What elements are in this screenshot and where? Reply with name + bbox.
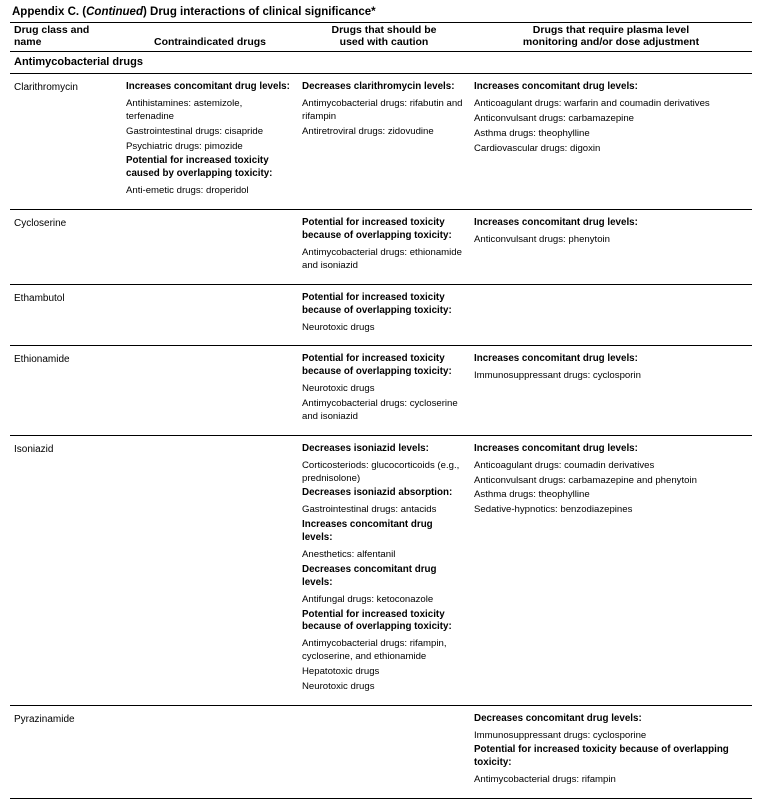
entry-text: Antimycobacterial drugs: ethionamide and isoniazid xyxy=(302,247,464,273)
table-row xyxy=(10,346,752,435)
column-header-contraindicated: Contraindicated drugs xyxy=(122,23,298,52)
cell-monitoring-drugs xyxy=(470,210,752,285)
entry-heading: Decreases isoniazid absorption: xyxy=(302,487,464,500)
title-italic: Continued xyxy=(86,6,143,18)
entry-heading: Potential for increased toxicity because of overlapping toxicity: xyxy=(302,292,464,318)
table-row xyxy=(10,210,752,285)
column-header-monitoring xyxy=(470,23,752,52)
entry-text: Psychiatric drugs: pimozide xyxy=(126,141,292,154)
cell-drug-name xyxy=(10,210,122,285)
entry-heading: Potential for increased toxicity because of overlapping toxicity: xyxy=(474,744,746,770)
entry-text: Antimycobacterial drugs: rifampin, cycloserine, and ethionamide xyxy=(302,638,464,664)
section-header-row xyxy=(10,52,752,74)
drug-name-label: Isoniazid xyxy=(14,443,116,457)
entry-heading: Decreases isoniazid levels: xyxy=(302,443,464,456)
cell-contraindicated-drugs xyxy=(122,210,298,285)
entry-text: Cardiovascular drugs: digoxin xyxy=(474,143,746,156)
drug-name-label: Clarithromycin xyxy=(14,81,116,95)
column-header-monitoring-line2: monitoring and/or dose adjustment xyxy=(474,36,748,48)
entry-heading: Potential for increased toxicity because of overlapping toxicity: xyxy=(302,609,464,635)
table-row xyxy=(10,284,752,346)
title-suffix: ) Drug interactions of clinical significance* xyxy=(143,6,376,18)
table-row xyxy=(10,435,752,705)
entry-heading: Potential for increased toxicity because of overlapping toxicity: xyxy=(302,217,464,243)
cell-contraindicated-drugs xyxy=(122,74,298,210)
cell-contraindicated-drugs xyxy=(122,705,298,798)
entry-heading: Increases concomitant drug levels: xyxy=(474,353,746,366)
entry-heading: Increases concomitant drug levels: xyxy=(474,443,746,456)
entry-text: Corticosteriods: glucocorticoids (e.g., prednisolone) xyxy=(302,460,464,486)
cell-caution-drugs xyxy=(298,210,470,285)
table-row xyxy=(10,705,752,798)
entry-text: Antihistamines: astemizole, terfenadine xyxy=(126,98,292,124)
page-title xyxy=(0,0,762,22)
entry-heading: Increases concomitant drug levels: xyxy=(126,81,292,94)
entry-heading: Decreases concomitant drug levels: xyxy=(302,564,464,590)
drug-name-label: Cycloserine xyxy=(14,217,116,231)
drug-interactions-table xyxy=(10,22,752,801)
cell-monitoring-drugs xyxy=(470,705,752,798)
cell-drug-name xyxy=(10,284,122,346)
entry-text: Antimycobacterial drugs: rifabutin and rifampin xyxy=(302,98,464,124)
entry-heading: Increases concomitant drug levels: xyxy=(474,81,746,94)
column-header-monitoring-line1: Drugs that require plasma level xyxy=(474,24,748,36)
cell-contraindicated-drugs xyxy=(122,284,298,346)
cell-drug-name xyxy=(10,705,122,798)
drug-name-label: Ethionamide xyxy=(14,353,116,367)
entry-text: Antimycobacterial drugs: rifampin xyxy=(474,774,746,787)
column-header-caution-line1: Drugs that should be xyxy=(302,24,466,36)
cell-monitoring-drugs xyxy=(470,435,752,705)
title-prefix: Appendix C. ( xyxy=(12,6,86,18)
cell-drug-name xyxy=(10,435,122,705)
entry-text: Anticonvulsant drugs: phenytoin xyxy=(474,234,746,247)
entry-text: Gastrointestinal drugs: cisapride xyxy=(126,126,292,139)
entry-text: Anesthetics: alfentanil xyxy=(302,549,464,562)
entry-heading: Increases concomitant drug levels: xyxy=(302,519,464,545)
cell-caution-drugs xyxy=(298,705,470,798)
entry-text: Anticonvulsant drugs: carbamazepine xyxy=(474,113,746,126)
column-header-caution xyxy=(298,23,470,52)
entry-text: Anticoagulant drugs: warfarin and coumadin derivatives xyxy=(474,98,746,111)
entry-text: Anticonvulsant drugs: carbamazepine and phenytoin xyxy=(474,475,746,488)
entry-text: Gastrointestinal drugs: antacids xyxy=(302,504,464,517)
section-label: Antimycobacterial drugs xyxy=(10,52,752,74)
entry-text: Neurotoxic drugs xyxy=(302,322,464,335)
entry-text: Anticoagulant drugs: coumadin derivatives xyxy=(474,460,746,473)
cell-caution-drugs xyxy=(298,346,470,435)
entry-text: Asthma drugs: theophylline xyxy=(474,128,746,141)
drug-name-label: Ethambutol xyxy=(14,292,116,306)
entry-heading: Potential for increased toxicity caused by overlapping toxicity: xyxy=(126,155,292,181)
cell-caution-drugs xyxy=(298,74,470,210)
drug-name-label: Pyrazinamide xyxy=(14,713,116,727)
entry-heading: Increases concomitant drug levels: xyxy=(474,217,746,230)
entry-heading: Decreases clarithromycin levels: xyxy=(302,81,464,94)
table-row xyxy=(10,74,752,210)
cell-caution-drugs xyxy=(298,284,470,346)
cell-monitoring-drugs xyxy=(470,284,752,346)
table-header-row xyxy=(10,23,752,52)
cell-monitoring-drugs xyxy=(470,346,752,435)
entry-text: Immunosuppressant drugs: cyclosporin xyxy=(474,370,746,383)
entry-text: Asthma drugs: theophylline xyxy=(474,489,746,502)
entry-text: Neurotoxic drugs xyxy=(302,681,464,694)
entry-text: Anti-emetic drugs: droperidol xyxy=(126,185,292,198)
entry-text: Immunosuppressant drugs: cyclosporine xyxy=(474,730,746,743)
entry-text: Antimycobacterial drugs: cycloserine and isoniazid xyxy=(302,398,464,424)
entry-text: Hepatotoxic drugs xyxy=(302,666,464,679)
entry-heading: Potential for increased toxicity because of overlapping toxicity: xyxy=(302,353,464,379)
entry-text: Sedative-hypnotics: benzodiazepines xyxy=(474,504,746,517)
entry-text: Antifungal drugs: ketoconazole xyxy=(302,594,464,607)
table-body xyxy=(10,52,752,801)
cell-drug-name xyxy=(10,346,122,435)
cell-drug-name xyxy=(10,74,122,210)
entry-text: Neurotoxic drugs xyxy=(302,383,464,396)
table-head xyxy=(10,23,752,52)
cell-contraindicated-drugs xyxy=(122,346,298,435)
cell-caution-drugs xyxy=(298,435,470,705)
column-header-drug-class: Drug class and name xyxy=(10,23,122,52)
column-header-caution-line2: used with caution xyxy=(302,36,466,48)
cell-contraindicated-drugs xyxy=(122,435,298,705)
cell-monitoring-drugs xyxy=(470,74,752,210)
entry-text: Antiretroviral drugs: zidovudine xyxy=(302,126,464,139)
entry-heading: Decreases concomitant drug levels: xyxy=(474,713,746,726)
